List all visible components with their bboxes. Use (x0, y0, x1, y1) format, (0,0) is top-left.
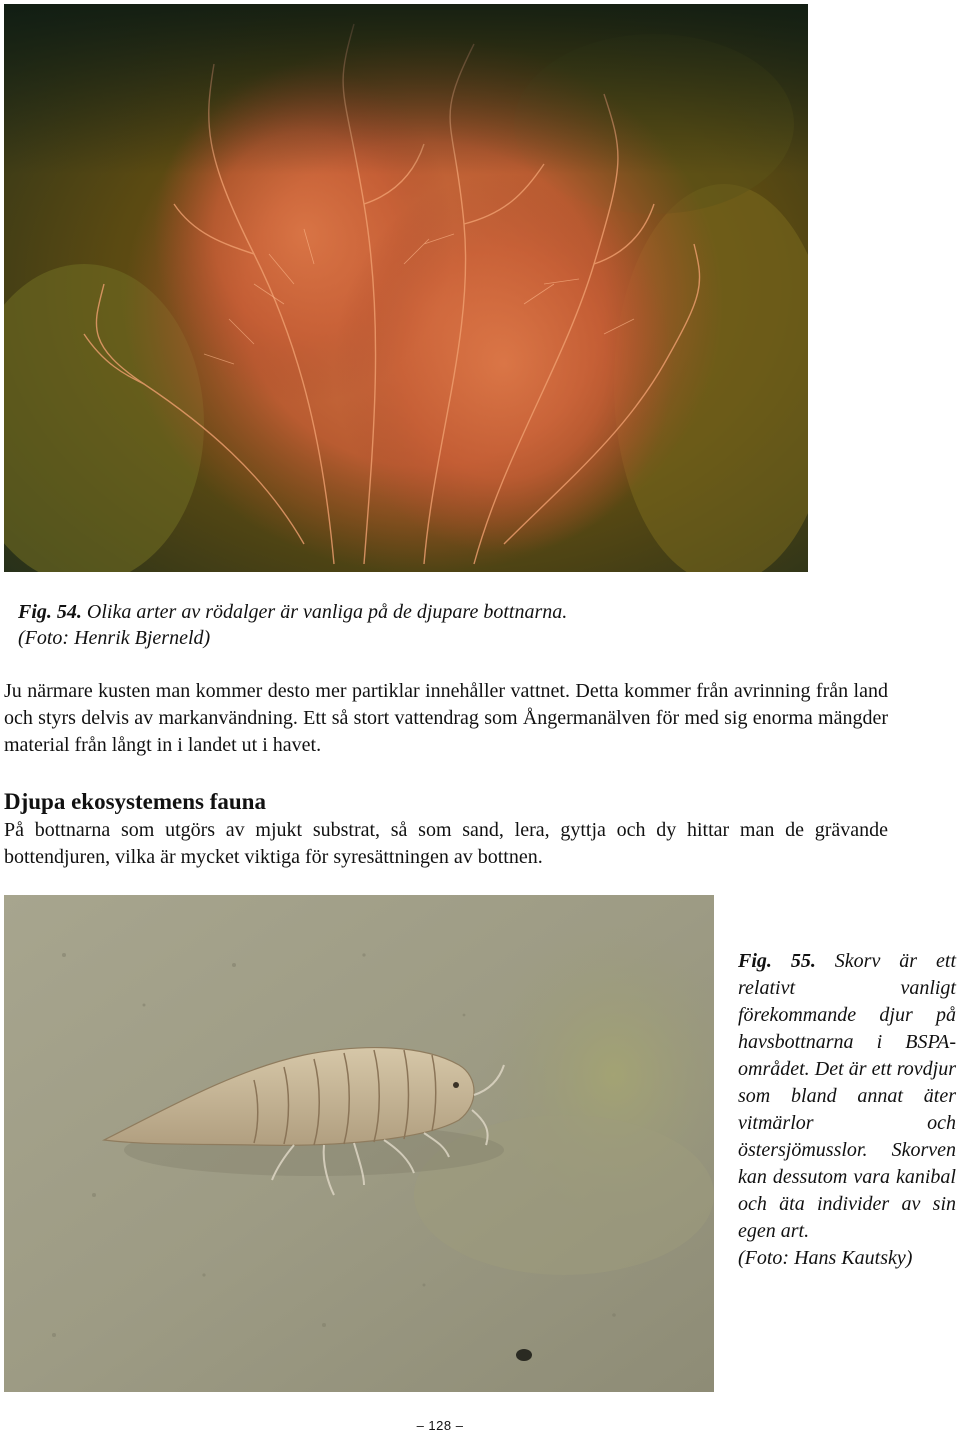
isopod-illustration (4, 895, 714, 1392)
coast-paragraph: Ju närmare kusten man kommer desto mer partiklar innehåller vattnet. Detta kommer från avrinning från land och styrs delvis av markanvändning. Ett så stort vattendrag som Ångermanälven för med sig enorma mängder material från långt in i landet ut i havet. (4, 680, 888, 756)
red-algae-illustration (4, 4, 808, 572)
fauna-paragraph: På bottnarna som utgörs av mjukt substrat, så som sand, lera, gyttja och dy hittar man de grävande bottendjuren, vilka är mycket viktiga för syresättningen av bottnen. (4, 819, 888, 868)
figure-54-caption (18, 599, 918, 651)
figure-55-caption (738, 948, 956, 1272)
figure-54-text: Olika arter av rödalger är vanliga på de djupare bottnarna. (86, 601, 568, 623)
figure-54-number: Fig. 54. (18, 601, 82, 623)
figure-54-credit: (Foto: Henrik Bjerneld) (18, 627, 211, 649)
red-algae-photo (4, 4, 808, 572)
isopod-photo (4, 895, 714, 1392)
figure-55-text: Skorv är ett relativt vanligt förekommande djur på havsbottnarna i BSPA-området. Det är ett rovdjur som bland annat äter vitmärlor och östersjömusslor. Skorven kan dessutom vara kanibal och äta individer av sin egen art. (738, 950, 956, 1242)
figure-55-credit: (Foto: Hans Kautsky) (738, 1247, 913, 1269)
figure-55-number: Fig. 55. (738, 950, 816, 972)
section-heading: Djupa ekosystemens fauna (4, 789, 266, 814)
page-number: – 128 – (416, 1418, 464, 1433)
